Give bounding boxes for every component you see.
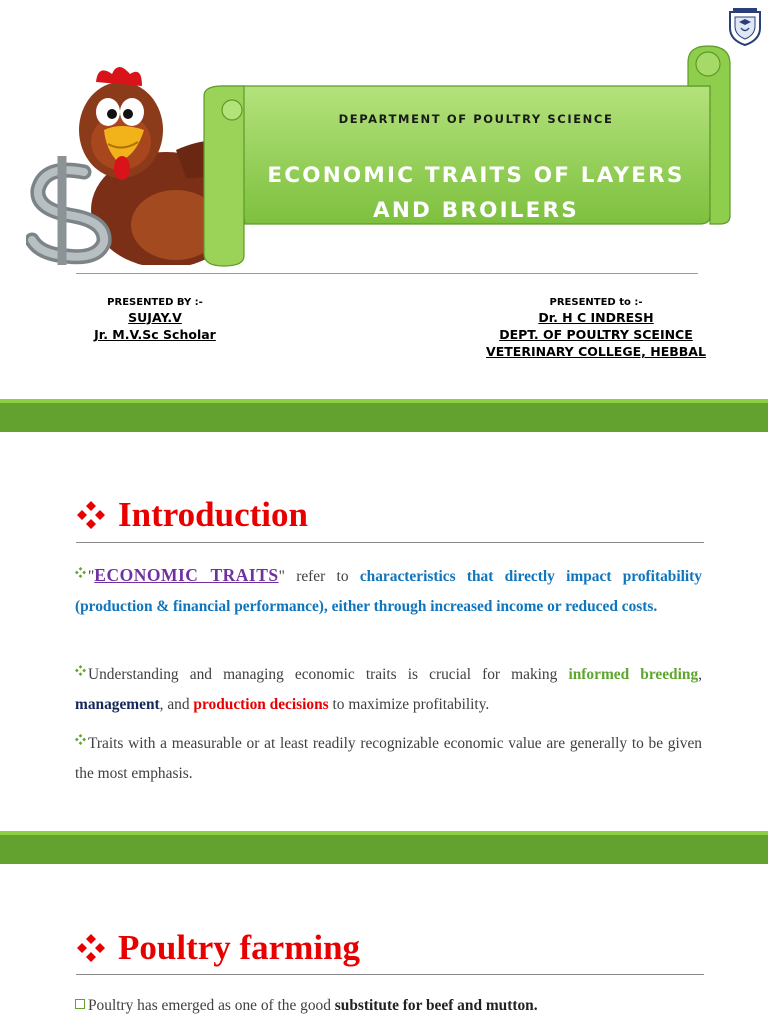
definition-text: characteristics that directly impact profitability (production & financial performance), either through increased income or reduced costs. [75,568,702,615]
refer-to-text: " refer to [278,568,360,585]
paragraph-text: Understanding and managing economic traits is crucial for making [88,666,569,683]
presented-by-block [80,296,230,343]
presenter-name: SUJAY.V [128,310,182,325]
paragraph-text: to maximize profitability. [328,695,490,713]
economic-traits-definition [75,561,702,621]
separator-text: , and [159,695,194,713]
small-diamond-bullet-icon [75,734,86,745]
separator-text: , [698,666,702,683]
title-line-2: AND BROILERS [372,198,579,223]
four-diamond-bullet-icon [76,933,106,963]
poultry-farming-heading-text: Poultry farming [118,928,361,967]
understanding-traits-paragraph [75,660,702,719]
production-decisions-keyword: production decisions [193,695,329,713]
poultry-substitute-paragraph [75,991,702,1021]
informed-breeding-keyword: informed breeding [568,666,699,683]
department-name: DEPARTMENT OF POULTRY SCIENCE [338,112,614,126]
paragraph-text: Traits with a measurable or at least readily recognizable economic value are generally to be given the most emphasis. [75,735,702,782]
economic-traits-keyword: ECONOMIC TRAITS [94,565,279,585]
heading-underline [76,542,704,543]
heading-underline [76,974,704,975]
introduction-heading [76,495,706,535]
guide-college: VETERINARY COLLEGE, HEBBAL [486,344,706,359]
slide-separator [0,831,768,864]
small-diamond-bullet-icon [75,567,86,578]
quote-open: " [88,568,95,585]
hollow-square-bullet-icon [75,999,85,1009]
presented-to-block [460,296,732,360]
presentation-title [250,158,702,228]
poultry-farming-heading [76,928,706,968]
guide-department: DEPT. OF POULTRY SCEINCE [499,327,693,342]
measurable-traits-paragraph [75,729,702,788]
slide-separator [0,399,768,432]
title-divider [76,273,698,274]
substitute-keyword: substitute for beef and mutton. [334,997,538,1014]
presented-to-label: PRESENTED to :- [549,297,643,308]
university-crest-icon [726,6,764,46]
title-scroll-banner [200,44,735,270]
title-line-1: ECONOMIC TRAITS OF LAYERS [267,163,685,188]
four-diamond-bullet-icon [76,500,106,530]
small-diamond-bullet-icon [75,665,86,676]
introduction-heading-text: Introduction [118,495,308,534]
guide-name: Dr. H C INDRESH [538,310,654,325]
paragraph-text: Poultry has emerged as one of the good [88,997,335,1014]
management-keyword: management [75,695,160,713]
presented-by-label: PRESENTED BY :- [107,297,203,308]
presenter-role: Jr. M.V.Sc Scholar [94,327,216,342]
